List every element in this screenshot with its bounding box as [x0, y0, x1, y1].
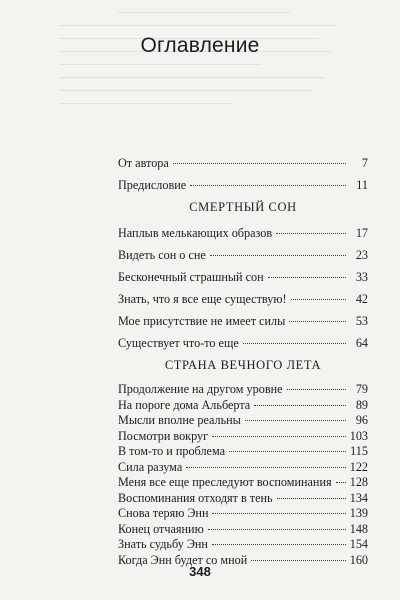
- toc-entry-page: 134: [349, 490, 368, 505]
- toc-entry-label: Существует что-то еще: [118, 336, 239, 350]
- toc-entry-page: 160: [349, 552, 368, 567]
- toc-entry-from-author: [118, 154, 368, 172]
- dot-leader: [291, 299, 346, 300]
- toc-entry: [118, 268, 368, 286]
- toc-entry: [118, 246, 368, 264]
- toc-entry-page: 64: [355, 336, 368, 350]
- dot-leader: [173, 163, 346, 164]
- dot-leader: [229, 451, 346, 452]
- toc-entry-label: Знать, что я все еще существую!: [118, 292, 287, 306]
- dot-leader: [243, 343, 346, 344]
- toc-entry-page: 122: [349, 459, 368, 474]
- toc-entry-page: 11: [356, 178, 368, 192]
- toc-entry-preface: [118, 176, 368, 194]
- toc-entry-page: 17: [355, 226, 368, 240]
- dot-leader: [212, 436, 346, 437]
- toc-entry: [118, 224, 368, 242]
- section-heading: СТРАНА ВЕЧНОГО ЛЕТА: [164, 358, 322, 372]
- toc-entry-page: 128: [349, 475, 368, 489]
- toc-entry-page: 148: [349, 521, 368, 536]
- toc-entry-page: 7: [361, 156, 368, 170]
- toc-entry-page: 115: [350, 444, 368, 458]
- toc-entry-page: 53: [355, 314, 368, 328]
- toc-entry-page: 96: [355, 413, 368, 427]
- page-title: Оглавление: [140, 34, 260, 57]
- bleed-through-text: [60, 12, 348, 132]
- dot-leader: [212, 544, 346, 545]
- dot-leader: [251, 560, 345, 561]
- toc-entry-page: 89: [355, 397, 368, 412]
- toc-entry-page: 42: [355, 292, 368, 306]
- toc-entry-label: Видеть сон о сне: [118, 248, 206, 262]
- toc-entry: [118, 334, 368, 352]
- dot-leader: [245, 420, 346, 421]
- page-number: 348: [189, 564, 211, 579]
- toc-entry-page: 79: [355, 382, 368, 396]
- toc-entry-label: На пороге дома Альберта: [118, 397, 251, 412]
- dot-leader: [210, 255, 346, 256]
- dot-leader: [208, 529, 346, 530]
- toc-entry-label: В том-то и проблема: [118, 444, 225, 458]
- toc-entry-page: 33: [355, 270, 368, 284]
- dot-leader: [186, 467, 345, 468]
- toc-entry-page: 103: [349, 428, 368, 443]
- toc-entry-label: Посмотри вокруг: [118, 428, 209, 443]
- toc-entry-label: Сила разума: [118, 459, 183, 474]
- toc-entry-label: Наплыв мелькающих образов: [118, 226, 273, 240]
- dot-leader: [277, 498, 346, 499]
- toc-entry-label: Воспоминания отходят в тень: [118, 490, 273, 505]
- toc-entry-label: Конец отчаянию: [118, 521, 204, 536]
- toc-entry-label: Бесконечный страшный сон: [118, 270, 264, 284]
- toc-entry-label: Мое присутствие не имеет силы: [118, 314, 286, 328]
- toc-entry: [118, 312, 368, 330]
- dot-leader: [212, 513, 345, 514]
- dot-leader: [254, 405, 346, 406]
- toc-entry-label: Когда Энн будет со мной: [118, 552, 248, 567]
- toc-entry-label: Продолжение на другом уровне: [118, 382, 283, 396]
- dot-leader: [289, 321, 346, 322]
- toc-entry-label: Предисловие: [118, 178, 187, 192]
- toc-entry-page: 23: [355, 248, 368, 262]
- toc-entry-label: Меня все еще преследуют воспоминания: [118, 475, 332, 489]
- dot-leader: [190, 185, 346, 186]
- dot-leader: [336, 482, 346, 483]
- section-heading: СМЕРТНЫЙ СОН: [189, 200, 297, 214]
- toc-entry-label: Мысли вполне реальны: [118, 413, 241, 427]
- toc-entry: [118, 290, 368, 308]
- toc-entry-label: От автора: [118, 156, 169, 170]
- dot-leader: [276, 233, 346, 234]
- toc-entry-page: 154: [349, 537, 368, 551]
- dot-leader: [287, 389, 346, 390]
- toc-entry-label: Снова теряю Энн: [118, 506, 209, 520]
- dot-leader: [268, 277, 346, 278]
- toc-entry-page: 139: [349, 506, 368, 520]
- toc-entry-label: Знать судьбу Энн: [118, 537, 208, 551]
